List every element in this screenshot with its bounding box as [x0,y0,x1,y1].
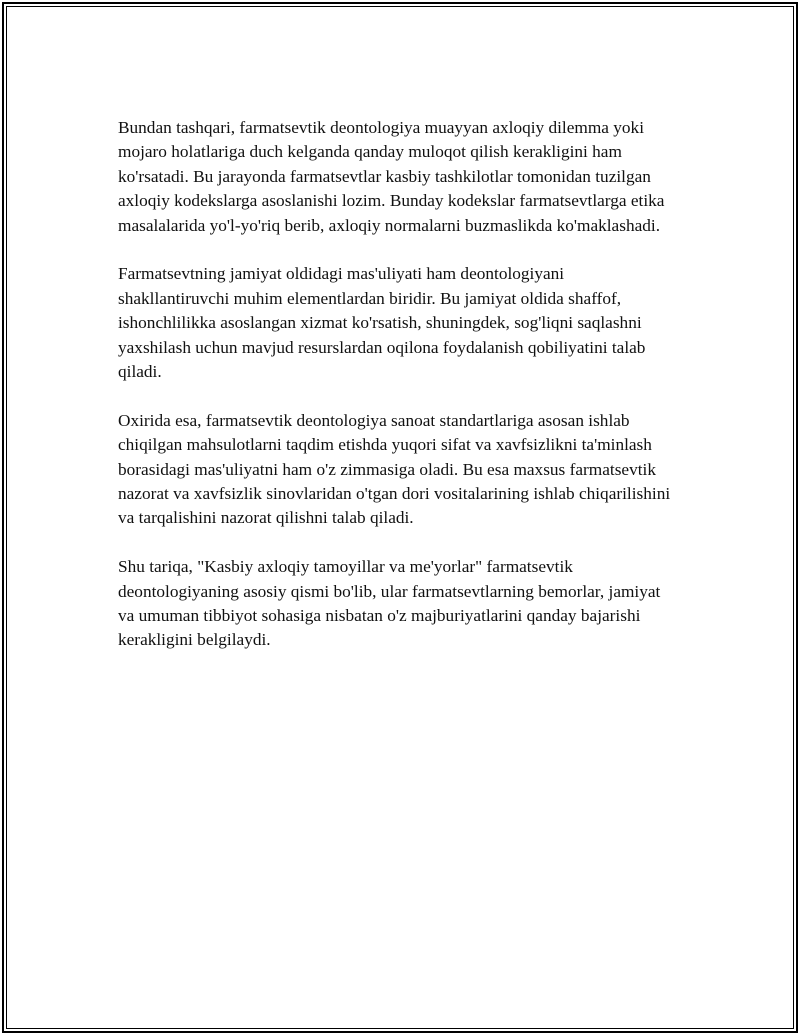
paragraph-1: Bundan tashqari, farmatsevtik deontologiya muayyan axloqiy dilemma yoki mojaro holatlariga duch kelganda qanday muloqot qilish kerakligini ham ko'rsatadi. Bu jarayonda farmatsevtlar kasbiy tashkilotlar tomonidan tuzilgan axloqiy kodekslarga asoslanishi lozim. Bunday kodekslar farmatsevtlarga etika masalalarida yo'l-yo'riq berib, axloqiy normalarni buzmaslikda ko'maklashadi. [118,118,665,235]
paragraph-3: Oxirida esa, farmatsevtik deontologiya sanoat standartlariga asosan ishlab chiqilgan mahsulotlarni taqdim etishda yuqori sifat va xavfsizlikni ta'minlash borasidagi mas'uliyatni ham o'z zimmasiga oladi. Bu esa maxsus farmatsevtik nazorat va xavfsizlik sinovlaridan o'tgan dori vositalarining ishlab chiqarilishini va tarqalishini nazorat qilishni talab qiladi. [118,410,671,528]
document-body [118,116,678,677]
paragraph-4: Shu tariqa, "Kasbiy axloqiy tamoyillar va me'yorlar" farmatsevtik deontologiyaning asosiy qismi bo'lib, ular farmatsevtlarning bemorlar, jamiyat va umuman tibbiyot sohasiga nisbatan o'z majburiyatlarini qanday bajarishi kerakligini belgilaydi. [118,557,661,650]
paragraph-2: Farmatsevtning jamiyat oldidagi mas'uliyati ham deontologiyani shakllantiruvchi muhim elementlardan biridir. Bu jamiyat oldida shaffof, ishonchlilikka asoslangan xizmat ko'rsatish, shuningdek, sog'liqni saqlashni yaxshilash uchun mavjud resurslardan oqilona foydalanish qobiliyatini talab qiladi. [118,264,646,382]
